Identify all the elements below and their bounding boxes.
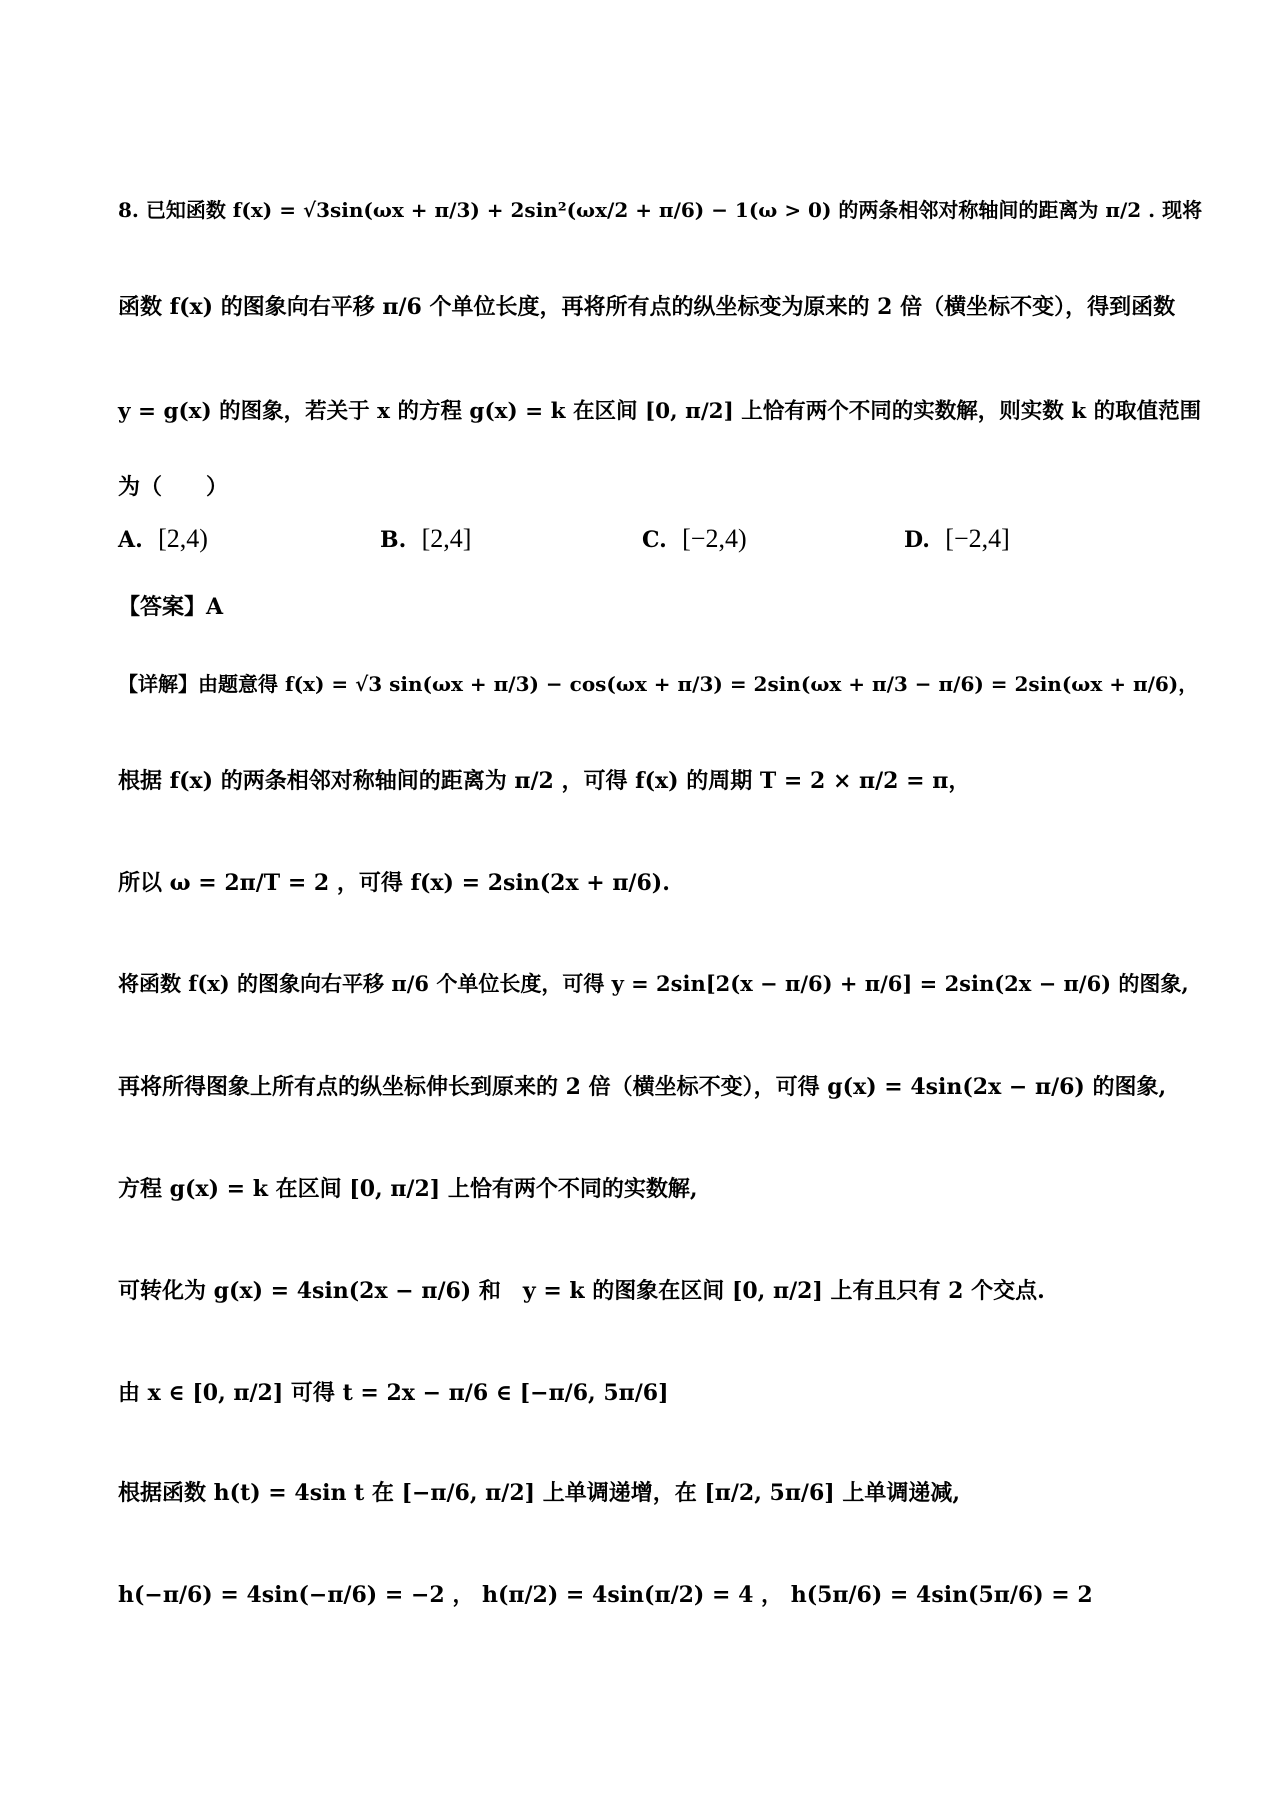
option-label: A. (118, 527, 143, 553)
option-text: [2,4) (158, 524, 208, 553)
option-a (118, 524, 208, 554)
option-text: [2,4] (421, 524, 472, 553)
option-label: D. (904, 527, 930, 553)
solution-line-9: 根据函数 h(t) = 4sin t 在 [−π/6, π/2] 上单调递增，在 [π/2, 5π/6] 上单调递减, (118, 1480, 961, 1506)
solution-line-5: 再将所得图象上所有点的纵坐标伸长到原来的 2 倍（横坐标不变），可得 g(x) = 4sin(2x − π/6) 的图象, (118, 1074, 1167, 1100)
solution-line-2: 根据 f(x) 的两条相邻对称轴间的距离为 π/2 ，可得 f(x) 的周期 T = 2 × π/2 = π， (118, 768, 971, 794)
solution-line-8: 由 x ∈ [0, π/2] 可得 t = 2x − π/6 ∈ [−π/6, 5π/6] (118, 1380, 669, 1406)
answer-line: 【答案】A (118, 594, 224, 620)
problem-line-4: 为（ ） (118, 474, 229, 500)
problem-line-2: 函数 f(x) 的图象向右平移 π/6 个单位长度，再将所有点的纵坐标变为原来的 2 倍（横坐标不变），得到函数 (118, 294, 1176, 320)
option-c (642, 524, 747, 554)
problem-line-3: y = g(x) 的图象，若关于 x 的方程 g(x) = k 在区间 [0, π/2] 上恰有两个不同的实数解，则实数 k 的取值范围 (118, 399, 1202, 424)
solution-line-7: 可转化为 g(x) = 4sin(2x − π/6) 和 y = k 的图象在区间 [0, π/2] 上有且只有 2 个交点. (118, 1278, 1045, 1304)
option-text: [−2,4) (682, 524, 747, 553)
option-label: B. (380, 527, 407, 553)
option-label: C. (642, 527, 667, 553)
option-b (380, 524, 471, 554)
option-d (904, 524, 1010, 554)
solution-line-3: 所以 ω = 2π/T = 2 ，可得 f(x) = 2sin(2x + π/6). (118, 870, 670, 896)
solution-line-1: 【详解】由题意得 f(x) = √3 sin(ωx + π/3) − cos(ωx + π/3) = 2sin(ωx + π/3 − π/6) = 2sin(ωx + π/6)， (118, 672, 1199, 696)
problem-line-1: 8. 已知函数 f(x) = √3sin(ωx + π/3) + 2sin²(ωx/2 + π/6) − 1(ω > 0) 的两条相邻对称轴间的距离为 π/2 . 现将 (118, 198, 1203, 222)
option-text: [−2,4] (945, 524, 1010, 553)
solution-line-6: 方程 g(x) = k 在区间 [0, π/2] 上恰有两个不同的实数解, (118, 1176, 698, 1202)
solution-line-10: h(−π/6) = 4sin(−π/6) = −2 ， h(π/2) = 4sin(π/2) = 4 ， h(5π/6) = 4sin(5π/6) = 2 (118, 1582, 1093, 1608)
solution-line-4: 将函数 f(x) 的图象向右平移 π/6 个单位长度，可得 y = 2sin[2(x − π/6) + π/6] = 2sin(2x − π/6) 的图象, (118, 971, 1189, 996)
